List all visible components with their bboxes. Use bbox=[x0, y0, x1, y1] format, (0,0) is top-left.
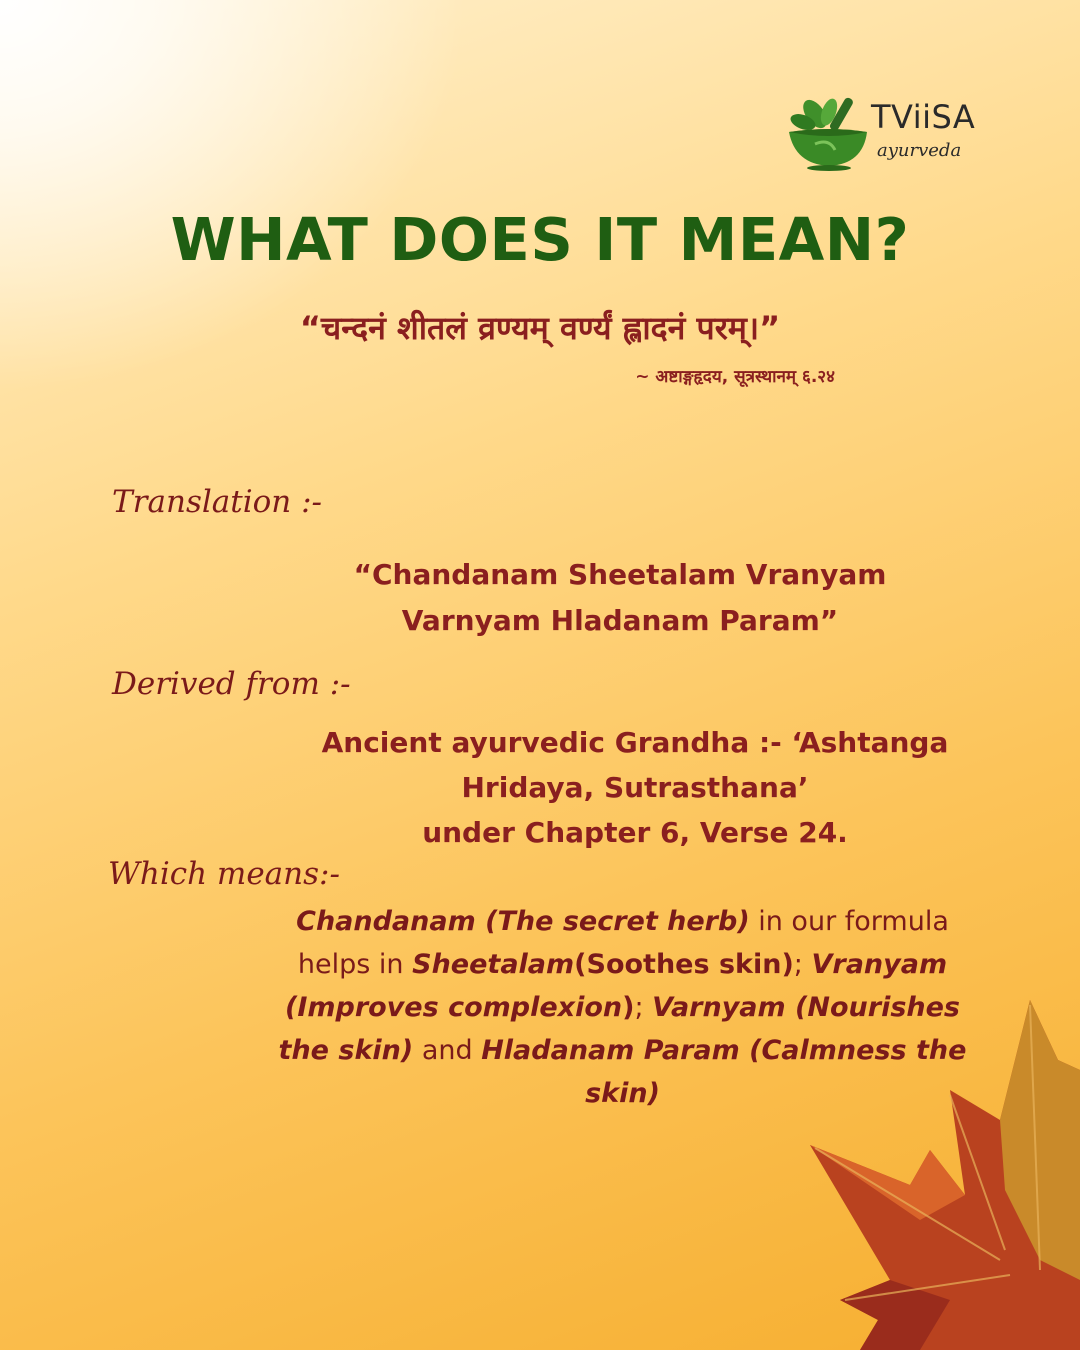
derived-label: Derived from :- bbox=[112, 666, 351, 702]
term-vranyam: Vranyam (Improves complexion bbox=[284, 949, 948, 1023]
term-chandanam: Chandanam (The secret herb) bbox=[296, 906, 750, 937]
meaning-connector-2: and bbox=[413, 1035, 482, 1066]
meaning-connector-1: in our formula helps in bbox=[297, 906, 949, 980]
translation-label: Translation :- bbox=[112, 484, 323, 520]
translation-text bbox=[310, 552, 930, 644]
derived-text bbox=[300, 720, 970, 855]
brand-logo bbox=[785, 92, 990, 172]
mortar-pestle-icon bbox=[785, 92, 875, 172]
meaning-separator-2: ; bbox=[634, 992, 653, 1023]
sanskrit-verse: “चन्दनं शीतलं व्रण्यम् वर्ण्यं ह्लादनं परम्।” bbox=[299, 309, 781, 347]
meaning-separator-1: ; bbox=[793, 949, 812, 980]
derived-line-3: under Chapter 6, Verse 24. bbox=[422, 816, 848, 849]
meaning-label: Which means:- bbox=[108, 856, 340, 892]
term-varnyam: Varnyam (Nourishes the skin) bbox=[278, 992, 961, 1066]
logo-brand-text: TViiSA bbox=[871, 98, 976, 136]
term-vranyam-close: ) bbox=[622, 992, 635, 1023]
maple-leaf-icon bbox=[800, 1000, 1080, 1350]
term-hladanam: Hladanam Param (Calmness the skin) bbox=[481, 1035, 967, 1109]
term-sheetalam-meaning: (Soothes skin) bbox=[574, 949, 794, 980]
logo-subtitle: ayurveda bbox=[877, 140, 962, 161]
term-sheetalam: Sheetalam bbox=[412, 949, 575, 980]
page-title: WHAT DOES IT MEAN? bbox=[170, 205, 910, 274]
derived-line-2: Hridaya, Sutrasthana’ bbox=[461, 771, 809, 804]
derived-line-1: Ancient ayurvedic Grandha :- ‘Ashtanga bbox=[321, 726, 949, 759]
translation-line-1: “Chandanam Sheetalam Vranyam bbox=[353, 558, 887, 591]
translation-line-2: Varnyam Hladanam Param” bbox=[401, 604, 839, 637]
verse-source: ~ अष्टाङ्गहृदय, सूत्रस्थानम् ६.२४ bbox=[635, 367, 835, 387]
